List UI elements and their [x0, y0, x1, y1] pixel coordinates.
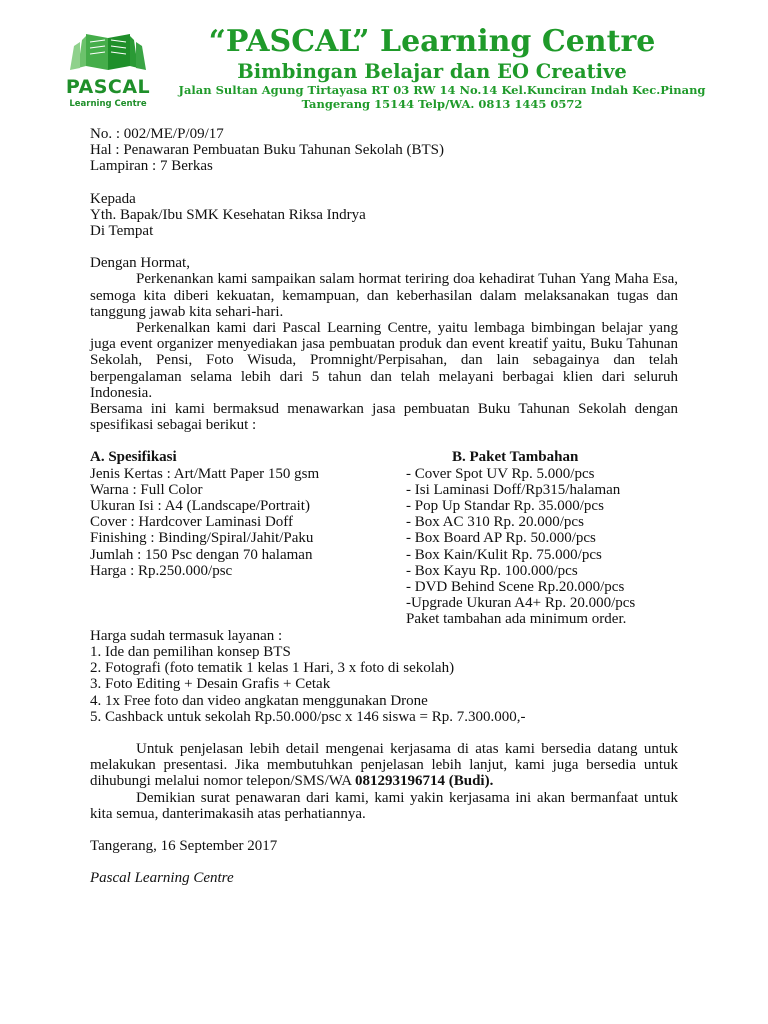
service-item: 5. Cashback untuk sekolah Rp.50.000/psc x 146 siswa = Rp. 7.300.000,-	[90, 708, 526, 725]
letter-date: Tangerang, 16 September 2017	[90, 837, 278, 854]
service-item: 3. Foto Editing + Desain Grafis + Cetak	[90, 676, 331, 693]
to-label: Kepada	[90, 190, 136, 207]
letter-subject: Hal : Penawaran Pembuatan Buku Tahunan Sekolah (BTS)	[90, 142, 445, 159]
paragraph-intro: Perkenankan kami sampaikan salam hormat teriring doa kehadirat Tuhan Yang Maha Esa, semoga kita diberi kekuatan, kemampuan, dan keberhasilan dalam melaksanakan tugas dan tanggung jawab kita sehari-hari.	[90, 271, 678, 320]
spec-column	[90, 449, 406, 627]
extra-item: - Box Kayu Rp. 100.000/pcs	[406, 562, 578, 579]
contact-number: 081293196714 (Budi).	[355, 773, 494, 790]
service-item: 4. 1x Free foto dan video angkatan menggunakan Drone	[90, 692, 428, 709]
greeting: Dengan Hormat,	[90, 255, 190, 272]
extra-item: - Isi Laminasi Doff/Rp315/halaman	[406, 481, 621, 498]
organization-subtitle: Bimbingan Belajar dan EO Creative	[237, 60, 627, 83]
service-item: 1. Ide dan pemilihan konsep BTS	[90, 643, 291, 660]
spec-item: Cover : Hardcover Laminasi Doff	[90, 514, 293, 531]
letterhead	[0, 0, 768, 120]
service-item: 2. Fotografi (foto tematik 1 kelas 1 Hari, 3 x foto di sekolah)	[90, 660, 455, 677]
spec-item: Jenis Kertas : Art/Matt Paper 150 gsm	[90, 465, 320, 482]
spec-item: Finishing : Binding/Spiral/Jahit/Paku	[90, 530, 314, 547]
signature-name: Pascal Learning Centre	[90, 870, 234, 887]
address-line-1: Jalan Sultan Agung Tirtayasa RT 03 RW 14 No.14 Kel.Kunciran Indah Kec.Pinang	[178, 83, 706, 97]
organization-title: “PASCAL” Learning Centre	[208, 24, 656, 59]
paragraph-offer: Bersama ini kami bermaksud menawarkan jasa pembuatan Buku Tahunan Sekolah dengan spesifikasi sebagai berikut :	[90, 401, 678, 434]
spec-item: Jumlah : 150 Psc dengan 70 halaman	[90, 546, 313, 563]
logo-name: PASCAL	[65, 76, 151, 98]
spec-item: Harga : Rp.250.000/psc	[90, 562, 233, 579]
letter-attachment: Lampiran : 7 Berkas	[90, 158, 213, 175]
address-line-2: Tangerang 15144 Telp/WA. 0813 1445 0572	[301, 97, 583, 111]
spec-item: Ukuran Isi : A4 (Landscape/Portrait)	[90, 498, 310, 515]
extra-item: - Box AC 310 Rp. 20.000/pcs	[406, 514, 584, 531]
extras-column	[406, 449, 678, 627]
paragraph-presentation	[90, 741, 678, 790]
extras-heading: B. Paket Tambahan	[452, 449, 579, 466]
recipient: Yth. Bapak/Ibu SMK Kesehatan Riksa Indrya	[90, 206, 366, 223]
extra-item: - Box Board AP Rp. 50.000/pcs	[406, 530, 596, 547]
spec-item: Warna : Full Color	[90, 481, 203, 498]
extra-item: - Pop Up Standar Rp. 35.000/pcs	[406, 498, 604, 515]
offer-table	[90, 449, 678, 627]
letter-body	[90, 126, 678, 886]
pascal-logo	[60, 28, 156, 112]
services-heading: Harga sudah termasuk layanan :	[90, 627, 283, 644]
paragraph-closing: Demikian surat penawaran dari kami, kami yakin kerjasama ini akan bermanfaat untuk kita semua, danterimakasih atas perhatiannya.	[90, 789, 678, 822]
logo-tagline: Learning Centre	[69, 99, 147, 109]
presentation-text: Untuk penjelasan lebih detail mengenai kerjasama di atas kami bersedia datang untuk melakukan presentasi. Jika membutuhkan penjelasan lebih lanjut, kami juga bersedia untuk dihubungi melalui nomor telepon/SMS/WA	[90, 740, 678, 790]
letter-number: No. : 002/ME/P/09/17	[90, 126, 224, 142]
recipient-place: Di Tempat	[90, 223, 154, 240]
extra-item: - DVD Behind Scene Rp.20.000/pcs	[406, 579, 625, 596]
spec-heading: A. Spesifikasi	[90, 449, 177, 466]
extra-item: - Box Kain/Kulit Rp. 75.000/pcs	[406, 546, 602, 563]
extra-note: Paket tambahan ada minimum order.	[406, 611, 627, 628]
extra-item: -Upgrade Ukuran A4+ Rp. 20.000/pcs	[406, 595, 636, 612]
paragraph-about: Perkenalkan kami dari Pascal Learning Centre, yaitu lembaga bimbingan belajar yang juga event organizer menyediakan jasa pembuatan produk dan event kreatif yaitu, Buku Tahunan Sekolah, Pensi, Foto Wisuda, Promnight/Perpisahan, dan lain sebagainya dan telah berpengalaman selama lebih dari 5 tahun dan telah melayani berbagai klien dari seluruh Indonesia.	[90, 320, 678, 401]
extra-item: - Cover Spot UV Rp. 5.000/pcs	[406, 465, 595, 482]
